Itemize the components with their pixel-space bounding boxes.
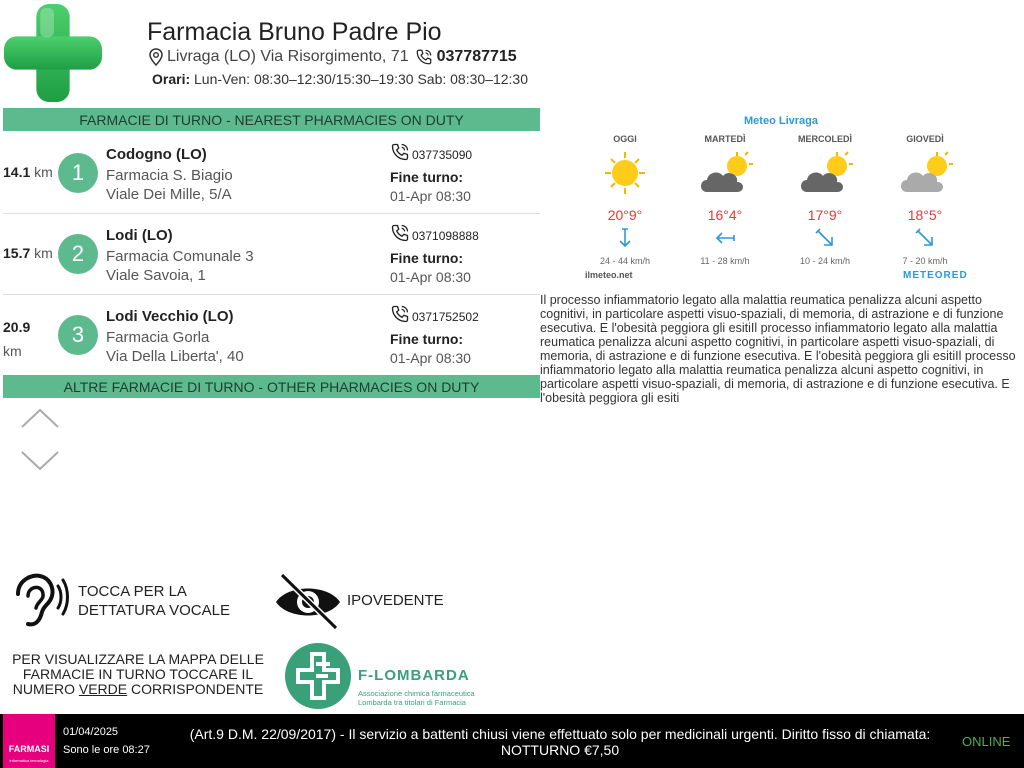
day-name: MARTEDÌ	[704, 134, 746, 144]
weather-day-1	[575, 134, 675, 266]
pharmacy-row-3[interactable]	[3, 295, 540, 375]
duty-section-header: FARMACIE DI TURNO - NEAREST PHARMACIES ON DUTY	[3, 108, 540, 131]
footer-bar	[0, 714, 1024, 768]
wind-direction-southeast-icon	[814, 227, 836, 249]
cloud-sun-icon	[797, 150, 853, 196]
distance: 20.9 km	[3, 319, 31, 359]
phone-icon	[390, 304, 410, 324]
distance: 14.1 km	[3, 164, 53, 180]
wind-speed: 10 - 24 km/h	[799, 256, 851, 266]
current-time: Sono le ore 08:27	[63, 744, 150, 756]
meteored-logo: METEORED	[903, 270, 968, 281]
night-service-notice: (Art.9 D.M. 22/09/2017) - Il servizio a battenti chiusi viene effettuato solo per medicinali urgenti. Diritto fisso di chiamata: NOTTURNO €7,50	[189, 726, 931, 758]
weather-title: Meteo Livraga	[744, 115, 818, 127]
weather-day-4	[875, 134, 975, 266]
pharmacy-title: Farmacia Comunale 3	[106, 248, 254, 265]
pharmacy-number-badge: 2	[58, 234, 98, 274]
pharmacy-title: Farmacia S. Biagio	[106, 167, 233, 184]
pharmacy-title: Farmacia Gorla	[106, 329, 210, 346]
pharmacy-street: Viale Dei Mille, 5/A	[106, 186, 232, 203]
f-lombarda-logo	[282, 640, 354, 712]
location-pin-icon	[148, 48, 164, 66]
pharmacy-cross-logo	[4, 4, 102, 102]
shift-end-label: Fine turno:	[390, 250, 464, 266]
pharmacy-phone[interactable]: 037787715	[436, 48, 517, 65]
pharmacy-name: Farmacia Bruno Padre Pio	[147, 18, 442, 46]
visually-impaired-button[interactable]: IPOVEDENTE	[347, 592, 444, 609]
pharmacy-number-badge: 3	[58, 315, 98, 355]
pharmacy-row-1[interactable]	[3, 133, 540, 214]
hours-label: Orari:	[152, 71, 191, 87]
f-lombarda-name: F-LOMBARDA	[358, 667, 470, 684]
wind-speed: 11 - 28 km/h	[700, 256, 750, 266]
voice-dictation-button[interactable]: TOCCA PER LA DETTATURA VOCALE	[78, 583, 230, 619]
phone-icon	[390, 142, 410, 162]
phone-icon	[415, 48, 433, 66]
opening-hours	[152, 71, 528, 87]
pharmacy-city: Codogno (LO)	[106, 146, 207, 163]
pharmacy-phone-number[interactable]: 0371752502	[390, 304, 479, 324]
shift-end-label: Fine turno:	[390, 331, 464, 347]
pharmacy-city: Lodi Vecchio (LO)	[106, 308, 234, 325]
scroll-down-arrow-icon[interactable]	[20, 448, 60, 472]
wind-speed: 24 - 44 km/h	[599, 256, 651, 266]
hours-value: Lun-Ven: 08:30–12:30/15:30–19:30 Sab: 08:30–12:30	[194, 71, 528, 87]
verde-link: VERDE	[78, 681, 128, 697]
eye-slash-icon[interactable]	[272, 572, 344, 630]
pharmacy-number-badge: 1	[58, 153, 98, 193]
pharmacy-row-2[interactable]	[3, 214, 540, 295]
shift-end-value: 01-Apr 08:30	[390, 350, 471, 366]
wind-direction-southeast-icon	[914, 227, 936, 249]
pharmacy-phone-number[interactable]: 0371098888	[390, 223, 479, 243]
pharmacy-street: Via Della Liberta', 40	[106, 348, 244, 365]
ilmeteo-credit: ilmeteo.net	[585, 270, 633, 280]
weather-day-3	[775, 134, 875, 266]
f-lombarda-subtitle: Associazione chimica farmaceutica Lombarda tra titolari di Farmacia	[358, 689, 475, 707]
weather-widget	[575, 112, 995, 287]
temperatures: 18°5°	[907, 207, 943, 223]
day-name: GIOVEDÌ	[906, 134, 944, 144]
wind-speed: 7 - 20 km/h	[902, 256, 948, 266]
cloud-sun-icon	[697, 150, 753, 196]
wind-direction-south-icon	[614, 227, 636, 249]
temperatures: 20°9°	[607, 207, 643, 223]
day-name: OGGI	[613, 134, 637, 144]
map-instructions: PER VISUALIZZARE LA MAPPA DELLE FARMACIE IN TURNO TOCCARE IL NUMERO VERDE CORRISPONDENTE	[12, 651, 264, 697]
phone-icon	[390, 223, 410, 243]
shift-end-value: 01-Apr 08:30	[390, 188, 471, 204]
shift-end-label: Fine turno:	[390, 169, 464, 185]
sun-icon	[597, 150, 653, 196]
shift-end-value: 01-Apr 08:30	[390, 269, 471, 285]
connection-status: ONLINE	[962, 734, 1011, 749]
farmasi-logo: FARMASI informatica tecnologia	[3, 714, 55, 768]
temperatures: 16°4°	[707, 207, 743, 223]
cloud-sun-icon	[897, 150, 953, 196]
pharmacy-street: Viale Savoia, 1	[106, 267, 206, 284]
wind-direction-west-icon	[714, 227, 736, 249]
current-date: 01/04/2025	[63, 726, 119, 738]
distance: 15.7 km	[3, 245, 53, 261]
ear-icon[interactable]	[10, 572, 70, 630]
temperatures: 17°9°	[807, 207, 843, 223]
pharmacy-city: Lodi (LO)	[106, 227, 173, 244]
health-info-text: Il processo infiammatorio legato alla malattia reumatica penalizza alcuni aspetto cognitivi, in particolare aspetti visuo-spaziali, di memoria, di astrazione e di funzione esecutiva. E l'obesità peggiora gli esitiIl processo infiammatorio legato alla malattia reumatica penalizza alcuni aspetto cognitivi, in particolare aspetti visuo-spaziali, di memoria, di astrazione e di funzione esecutiva. E l'obesità peggiora gli esitiIl processo infiammatorio legato alla malattia reumatica penalizza alcuni aspetto cognitivi, in particolare aspetti visuo-spaziali, di memoria, di astrazione e di funzione esecutiva. E l'obesità peggiora gli esiti	[540, 293, 1016, 405]
scroll-up-arrow-icon[interactable]	[20, 407, 60, 431]
pharmacy-phone-number[interactable]: 037735090	[390, 142, 472, 162]
day-name: MERCOLEDÌ	[798, 134, 852, 144]
pharmacy-address: Livraga (LO) Via Risorgimento, 71	[167, 48, 409, 65]
other-pharmacies-header[interactable]: ALTRE FARMACIE DI TURNO - OTHER PHARMACIES ON DUTY	[3, 375, 540, 398]
pharmacy-address-line	[148, 48, 517, 66]
weather-day-2	[675, 134, 775, 266]
